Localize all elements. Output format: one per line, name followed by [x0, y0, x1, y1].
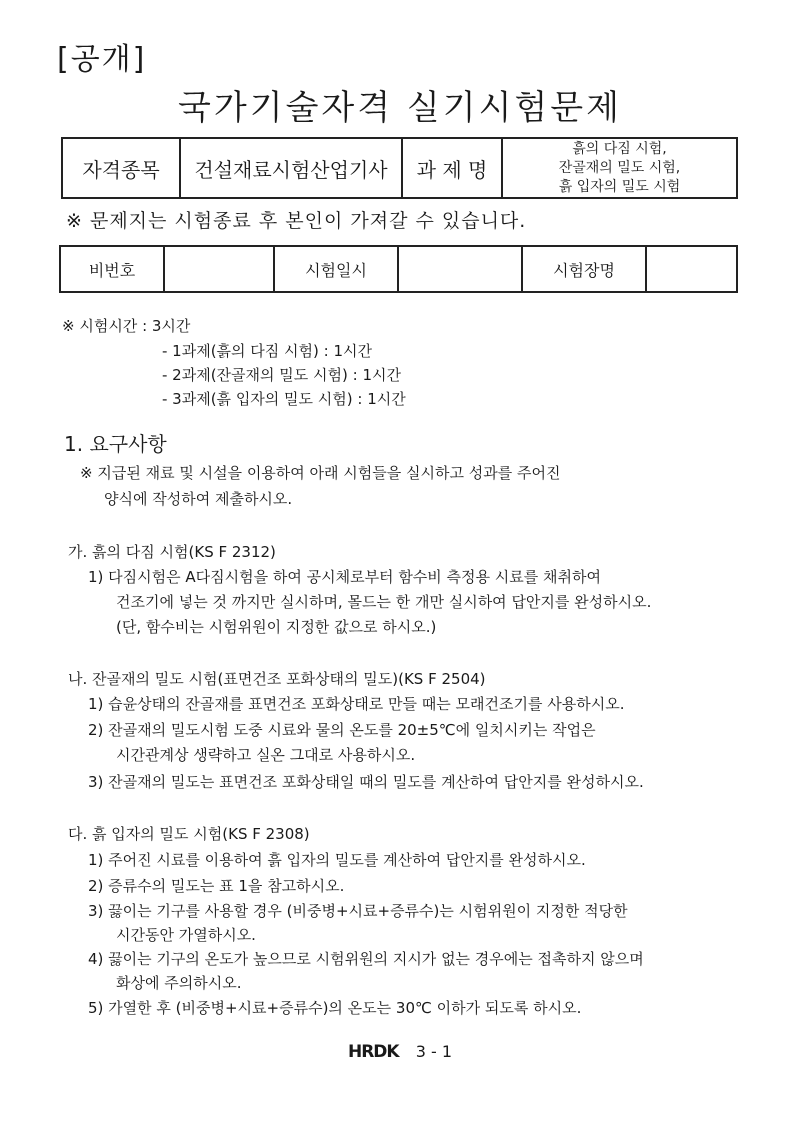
field-value: 건설재료시험산업기사 [180, 138, 402, 198]
section-title: 다. 흙 입자의 밀도 시험(KS F 2308) [68, 825, 310, 843]
exam-time-item: - 2과제(잔골재의 밀도 시험) : 1시간 [162, 366, 401, 384]
page-footer [0, 1042, 800, 1062]
section-line: 2) 증류수의 밀도는 표 1을 참고하시오. [88, 877, 345, 895]
subject-item: 잔골재의 밀도 시험, [558, 159, 681, 176]
requirements-heading: 1. 요구사항 [64, 432, 167, 456]
requirements-intro-line: ※ 지급된 재료 및 시설을 이용하여 아래 시험들을 실시하고 성과를 주어진 [80, 464, 561, 482]
exam-time-total: ※ 시험시간 : 3시간 [62, 317, 191, 335]
exam-time-item: - 1과제(흙의 다짐 시험) : 1시간 [162, 342, 372, 360]
date-label: 시험일시 [274, 246, 398, 292]
place-label: 시험장명 [522, 246, 646, 292]
section-line: 5) 가열한 후 (비중병+시료+증류수)의 온도는 30℃ 이하가 되도록 하시오. [88, 999, 582, 1017]
page-number: 3 - 1 [415, 1042, 452, 1061]
section-line: 건조기에 넣는 것 까지만 실시하며, 몰드는 한 개만 실시하여 답안지를 완성하시오. [116, 593, 652, 611]
id-label: 비번호 [60, 246, 164, 292]
exam-info-table [59, 245, 738, 293]
exam-time-item: - 3과제(흙 입자의 밀도 시험) : 1시간 [162, 390, 406, 408]
section-line: 화상에 주의하시오. [116, 974, 242, 992]
date-value[interactable] [398, 246, 522, 292]
section-line: 3) 끓이는 기구를 사용할 경우 (비중병+시료+증류수)는 시험위원이 지정한 적당한 [88, 902, 628, 920]
field-label: 자격종목 [62, 138, 180, 198]
section-line: 4) 끓이는 기구의 온도가 높으므로 시험위원의 지시가 없는 경우에는 접촉하지 않으며 [88, 950, 644, 968]
section-title: 나. 잔골재의 밀도 시험(표면건조 포화상태의 밀도)(KS F 2504) [68, 670, 486, 688]
subject-item: 흙 입자의 밀도 시험 [558, 178, 681, 195]
section-line: 시간관계상 생략하고 실온 그대로 사용하시오. [116, 746, 416, 764]
notice-text: ※ 문제지는 시험종료 후 본인이 가져갈 수 있습니다. [66, 210, 527, 232]
document-title: 국가기술자격 실기시험문제 [178, 88, 622, 128]
place-value[interactable] [646, 246, 737, 292]
subject-list [502, 138, 737, 198]
section-line: 1) 주어진 시료를 이용하여 흙 입자의 밀도를 계산하여 답안지를 완성하시오. [88, 851, 586, 869]
hrdk-logo: HRDK [347, 1042, 399, 1062]
section-line: 1) 습윤상태의 잔골재를 표면건조 포화상태로 만들 때는 모래건조기를 사용하시오. [88, 695, 625, 713]
subject-item: 흙의 다짐 시험, [572, 140, 667, 157]
info-table [61, 137, 738, 199]
requirements-intro-line: 양식에 작성하여 제출하시오. [104, 490, 293, 508]
section-line: (단, 함수비는 시험위원이 지정한 값으로 하시오.) [116, 618, 437, 636]
subject-label: 과 제 명 [402, 138, 502, 198]
document-tag: [공개] [57, 42, 147, 77]
section-line: 2) 잔골재의 밀도시험 도중 시료와 물의 온도를 20±5℃에 일치시키는 작업은 [88, 721, 596, 739]
section-line: 시간동안 가열하시오. [116, 926, 256, 944]
section-line: 1) 다짐시험은 A다짐시험을 하여 공시체로부터 함수비 측정용 시료를 채취하여 [88, 568, 601, 586]
section-line: 3) 잔골재의 밀도는 표면건조 포화상태일 때의 밀도를 계산하여 답안지를 완성하시오. [88, 773, 644, 791]
id-value[interactable] [164, 246, 274, 292]
section-title: 가. 흙의 다짐 시험(KS F 2312) [68, 543, 276, 561]
